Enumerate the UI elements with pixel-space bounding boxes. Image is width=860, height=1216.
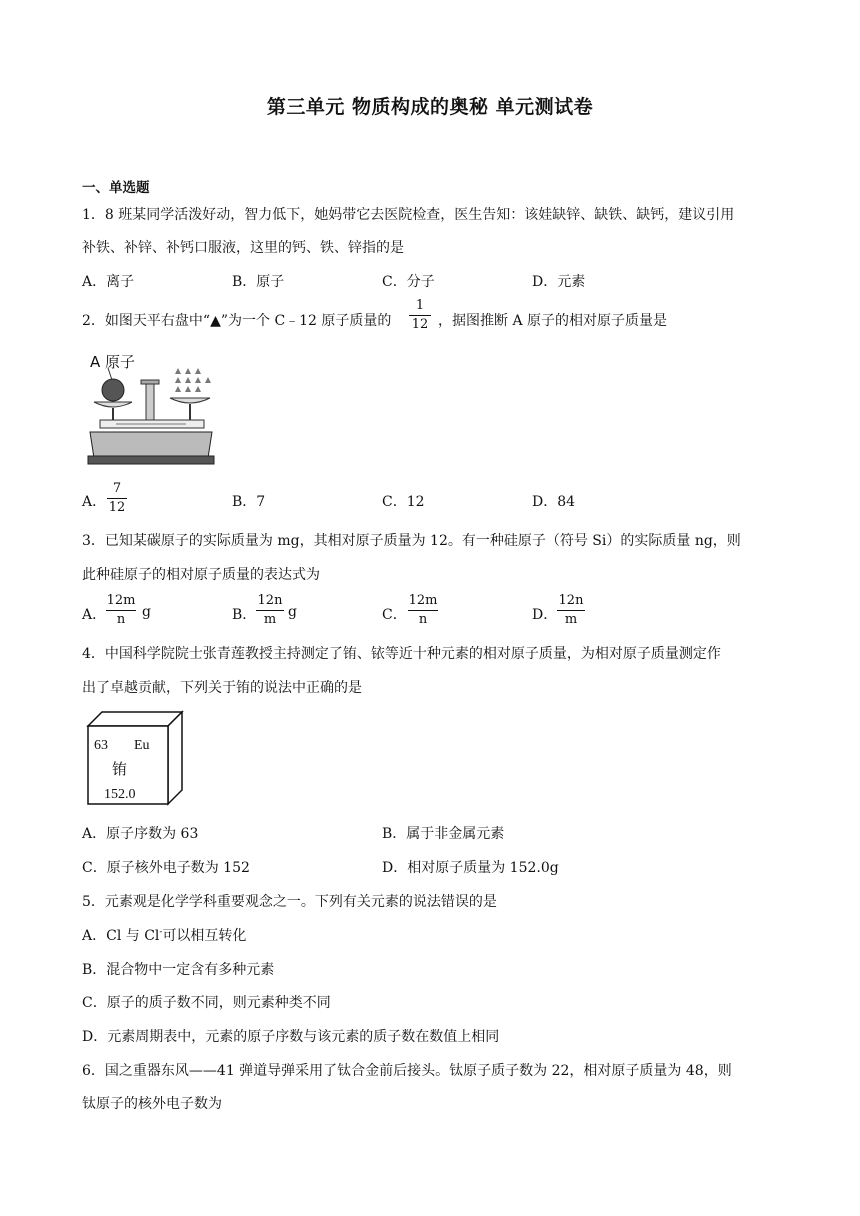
q4-stem-line2: 出了卓越贡献，下列关于铕的说法中正确的是	[82, 680, 362, 696]
fraction-bar	[106, 610, 136, 611]
q3-option-b-unit: g	[288, 604, 297, 620]
q6-stem-line2: 钛原子的核外电子数为	[82, 1096, 222, 1112]
q3-stem-line2: 此种硅原子的相对原子质量的表达式为	[82, 567, 320, 583]
section-heading: 一、单选题	[82, 180, 150, 196]
q2-stem-post: ，据图推断 A 原子的相对原子质量是	[438, 313, 668, 329]
balance-figure-label: A 原子	[90, 353, 136, 371]
fraction-numerator: 12m	[106, 593, 136, 608]
q2-fraction	[409, 298, 431, 333]
q4-option-b: B．属于非金属元素	[382, 826, 505, 842]
fraction-denominator: 12	[108, 500, 126, 515]
q5-option-b: B．混合物中一定含有多种元素	[82, 962, 275, 978]
q4-stem-line1: 4．中国科学院院士张青莲教授主持测定了铕、铱等近十种元素的相对原子质量，为相对原子质量测定作	[82, 646, 721, 662]
q2-fraction-denominator: 12	[411, 317, 429, 332]
q1-option-a: A．离子	[82, 274, 135, 290]
q2-option-b: B．7	[232, 494, 266, 510]
periodic-element-cell	[84, 708, 186, 806]
balance-scale-figure	[86, 350, 216, 468]
fraction-denominator: m	[263, 612, 277, 627]
q5-option-a-text-end: 可以相互转化	[162, 928, 247, 944]
fraction-numerator: 12n	[558, 593, 584, 608]
q3-option-d-fraction	[557, 593, 585, 628]
q1-stem-line2: 补铁、补锌、补钙口服液，这里的钙、铁、锌指的是	[82, 240, 404, 256]
q5-option-a-text: A．Cl 与 Cl	[82, 928, 160, 944]
q5-option-c: C．原子的质子数不同，则元素种类不同	[82, 995, 331, 1011]
q3-option-a-fraction	[106, 593, 136, 628]
fraction-bar	[557, 610, 585, 611]
q1-option-c: C．分子	[382, 274, 435, 290]
q5-stem: 5．元素观是化学学科重要观念之一。下列有关元素的说法错误的是	[82, 894, 497, 910]
fraction-bar	[408, 610, 438, 611]
q6-stem-line1: 6．国之重器东风——41 弹道导弹采用了钛合金前后接头。钛原子质子数为 22，相对原子质量为 48，则	[82, 1063, 732, 1079]
element-atomic-number: 63	[94, 738, 108, 753]
q4-option-d: D．相对原子质量为 152.0g	[382, 860, 559, 876]
q3-option-a-unit: g	[142, 604, 151, 620]
q1-option-b: B．原子	[232, 274, 285, 290]
q2-fraction-numerator: 1	[415, 298, 425, 313]
q2-option-a: A．	[82, 494, 107, 510]
q4-option-a: A．原子序数为 63	[82, 826, 199, 842]
element-name: 铕	[112, 760, 128, 778]
q4-option-c: C．原子核外电子数为 152	[82, 860, 250, 876]
q1-option-d: D．元素	[532, 274, 586, 290]
q2-option-d: D．84	[532, 494, 576, 510]
q1-stem-line1: 1．8 班某同学活泼好动，智力低下，她妈带它去医院检查，医生告知：该娃缺锌、缺铁、缺钙，建议引用	[82, 207, 735, 223]
q2-option-c: C．12	[382, 494, 425, 510]
q5-option-a	[82, 925, 246, 945]
element-atomic-mass: 152.0	[104, 787, 136, 802]
fraction-bar	[409, 315, 431, 316]
fraction-bar	[107, 498, 127, 499]
q5-option-d: D．元素周期表中，元素的原子序数与该元素的质子数在数值上相同	[82, 1029, 500, 1045]
q3-option-c: C．	[382, 607, 407, 623]
page-title: 第三单元 物质构成的奥秘 单元测试卷	[266, 96, 594, 118]
q2-stem-pre: 2．如图天平右盘中“▲”为一个 C﹣12 原子质量的	[82, 313, 392, 329]
q3-option-b: B．	[232, 607, 257, 623]
fraction-numerator: 12n	[257, 593, 283, 608]
element-symbol: Eu	[134, 738, 150, 753]
charge-superscript: -	[159, 927, 163, 938]
fraction-denominator: n	[418, 612, 428, 627]
fraction-denominator: m	[564, 612, 578, 627]
q3-stem-line1: 3．已知某碳原子的实际质量为 mg，其相对原子质量为 12。有一种硅原子（符号 Si）的实际质量 ng，则	[82, 533, 741, 549]
q3-option-c-fraction	[408, 593, 438, 628]
q3-option-a: A．	[82, 607, 107, 623]
q3-option-b-fraction	[256, 593, 284, 628]
fraction-numerator: 7	[112, 481, 122, 496]
fraction-numerator: 12m	[408, 593, 438, 608]
q2-option-a-fraction	[107, 481, 127, 516]
fraction-denominator: n	[116, 612, 126, 627]
fraction-bar	[256, 610, 284, 611]
q3-option-d: D．	[532, 607, 558, 623]
